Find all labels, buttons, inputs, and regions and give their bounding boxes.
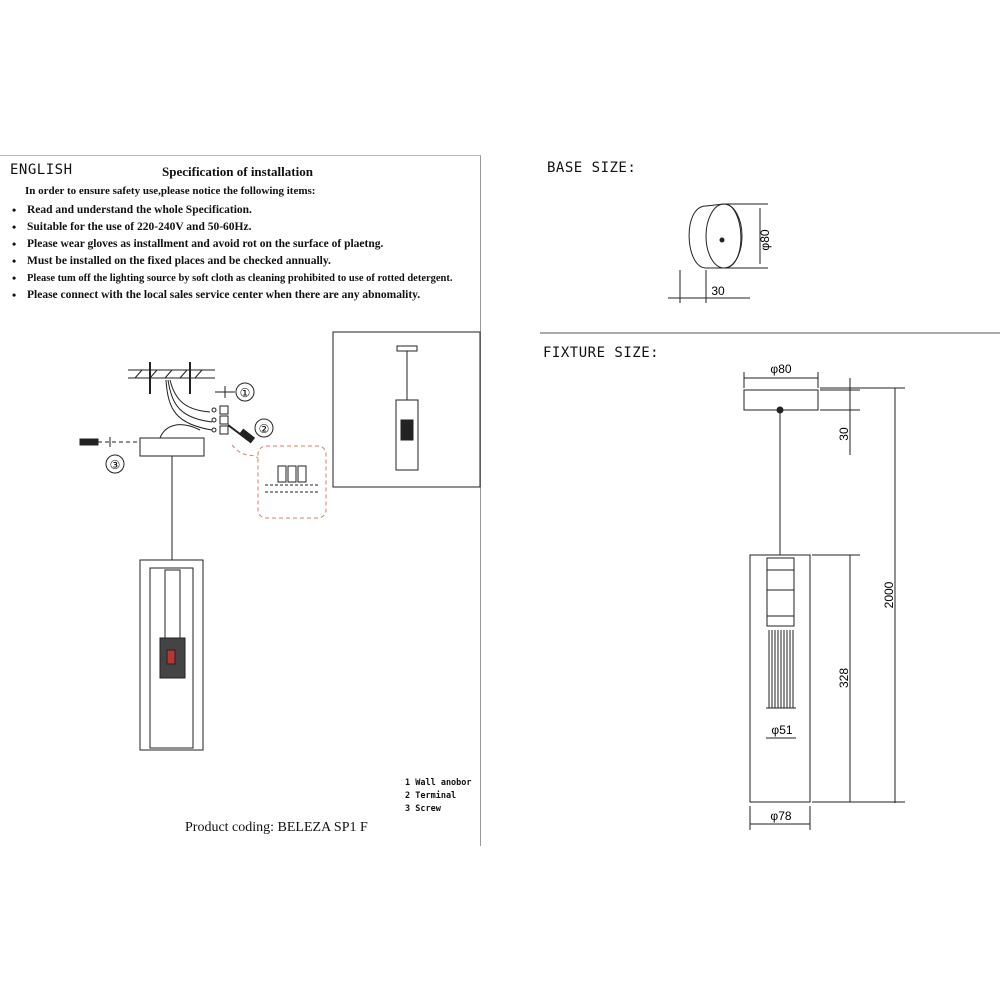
total-length-label: 2000: [882, 581, 896, 609]
list-item: • Suitable for the use of 220-240V and 50-60Hz.: [0, 219, 475, 236]
callout-3-label: ③: [109, 458, 121, 472]
fluted-pattern: [769, 630, 793, 708]
base-diameter-label: φ80: [758, 229, 772, 251]
shade-diameter-label: φ78: [770, 809, 792, 823]
ceiling-hatch: [128, 362, 215, 394]
terminal-block: [212, 406, 228, 434]
language-label: ENGLISH: [10, 162, 73, 178]
spec-title: Specification of installation: [162, 164, 313, 179]
product-coding: Product coding: BELEZA SP1 F: [185, 820, 368, 835]
base-size-heading: BASE SIZE:: [547, 160, 637, 176]
base-height-label: 30: [711, 284, 725, 298]
legend-item: 2 Terminal: [405, 791, 457, 801]
list-item: • Must be installed on the fixed places and be checked annually.: [0, 253, 475, 270]
legend-item: 1 Wall anobor: [405, 778, 472, 788]
fixture-base-diameter-label: φ80: [770, 362, 792, 376]
list-item: • Please wear gloves as installment and avoid rot on the surface of plaetng.: [0, 236, 475, 253]
fixture-size-heading: FIXTURE SIZE:: [543, 345, 660, 361]
terminal-detail: [265, 466, 318, 492]
fixture-drawing: [744, 372, 905, 830]
safety-intro: In order to ensure safety use,please notice the following items:: [25, 185, 316, 197]
list-item: • Read and understand the whole Specification.: [0, 202, 475, 219]
list-item: • Please connect with the local sales service center when there are any abnomality.: [0, 287, 475, 304]
canopy: [140, 438, 204, 456]
callout-2-label: ②: [258, 422, 270, 436]
shade-length-label: 328: [837, 667, 851, 689]
legend-item: 3 Screw: [405, 804, 441, 814]
list-item: • Please tum off the lighting source by soft cloth as cleaning prohibited to use of rotted detergent.: [0, 270, 475, 287]
fixture-base-height-label: 30: [837, 427, 851, 441]
callout-1-label: ①: [239, 386, 251, 400]
wire: [160, 425, 200, 438]
wall-anchor: [215, 386, 235, 398]
screw-icon: [80, 437, 138, 447]
preview-box: [333, 332, 480, 487]
installation-diagram: [80, 362, 326, 750]
pendant-shade: [140, 560, 203, 750]
inner-diameter-label: φ51: [771, 723, 793, 737]
screwdriver-icon: [228, 425, 254, 443]
zoom-connector: [232, 445, 258, 458]
